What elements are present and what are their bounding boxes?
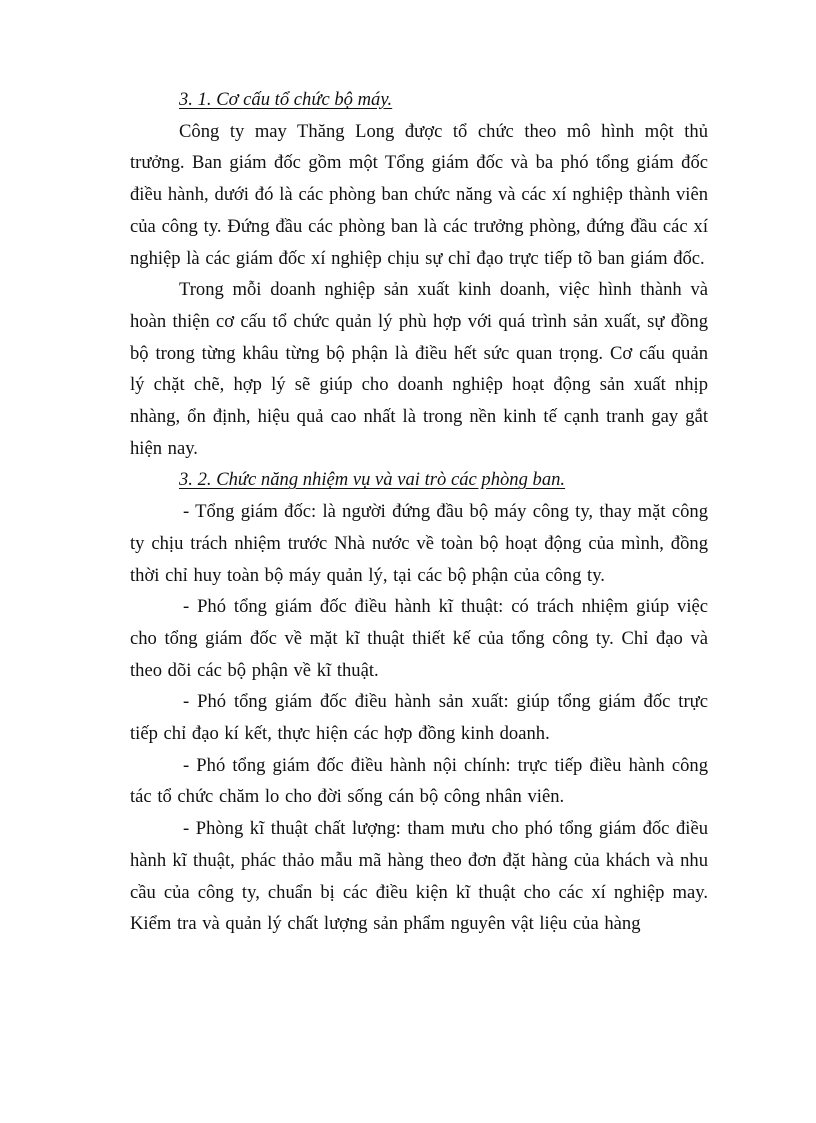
paragraph-company-structure: Công ty may Thăng Long được tổ chức theo mô hình một thủ trưởng. Ban giám đốc gồm một Tổng giám đốc và ba phó tổng giám đốc điều hành, dưới đó là các phòng ban chức năng và các xí nghiệp thành viên của công ty. Đứng đầu các phòng ban là các trưởng phòng, đứng đầu các xí nghiệp là các giám đốc xí nghiệp chịu sự chỉ đạo trực tiếp tõ ban giám đốc. xyxy=(130,120,708,269)
paragraph-general-director: - Tổng giám đốc: là người đứng đầu bộ máy công ty, thay mặt công ty chịu trách nhiệm trước Nhà nước về toàn bộ hoạt động của mình, đồng thời chỉ huy toàn bộ máy quản lý, tại các bộ phận của công ty. xyxy=(130,501,708,586)
paragraph-deputy-technical: - Phó tổng giám đốc điều hành kĩ thuật: có trách nhiệm giúp việc cho tổng giám đốc về mặt kĩ thuật thiết kế của tổng công ty. Chỉ đạo và theo dõi các bộ phận về kĩ thuật. xyxy=(130,596,708,681)
section-heading-3-2: 3. 2. Chức năng nhiệm vụ và vai trò các phòng ban. xyxy=(179,469,566,491)
paragraph-deputy-production: - Phó tổng giám đốc điều hành sản xuất: giúp tổng giám đốc trực tiếp chỉ đạo kí kết, thực hiện các hợp đồng kinh doanh. xyxy=(130,691,708,745)
paragraph-quality-department: - Phòng kĩ thuật chất lượng: tham mưu cho phó tổng giám đốc điều hành kĩ thuật, phác thảo mẫu mã hàng theo đơn đặt hàng của khách và nhu cầu của công ty, chuẩn bị các điều kiện kĩ thuật cho các xí nghiệp may. Kiểm tra và quản lý chất lượng sản phẩm nguyên vật liệu của hàng xyxy=(130,818,708,935)
paragraph-management-importance: Trong mỗi doanh nghiệp sản xuất kinh doanh, việc hình thành và hoàn thiện cơ cấu tổ chức quản lý phù hợp với quá trình sản xuất, sự đồng bộ trong từng khâu từng bộ phận là điều hết sức quan trọng. Cơ cấu quản lý chặt chẽ, hợp lý sẽ giúp cho doanh nghiệp hoạt động sản xuất nhịp nhàng, ổn định, hiệu quả cao nhất là trong nền kinh tế cạnh tranh gay gắt hiện nay. xyxy=(130,279,708,459)
paragraph-deputy-internal: - Phó tổng giám đốc điều hành nội chính: trực tiếp điều hành công tác tổ chức chăm lo cho đời sống cán bộ công nhân viên. xyxy=(130,754,708,808)
document-page xyxy=(130,84,708,940)
section-heading-3-1: 3. 1. Cơ cấu tổ chức bộ máy. xyxy=(179,89,393,110)
